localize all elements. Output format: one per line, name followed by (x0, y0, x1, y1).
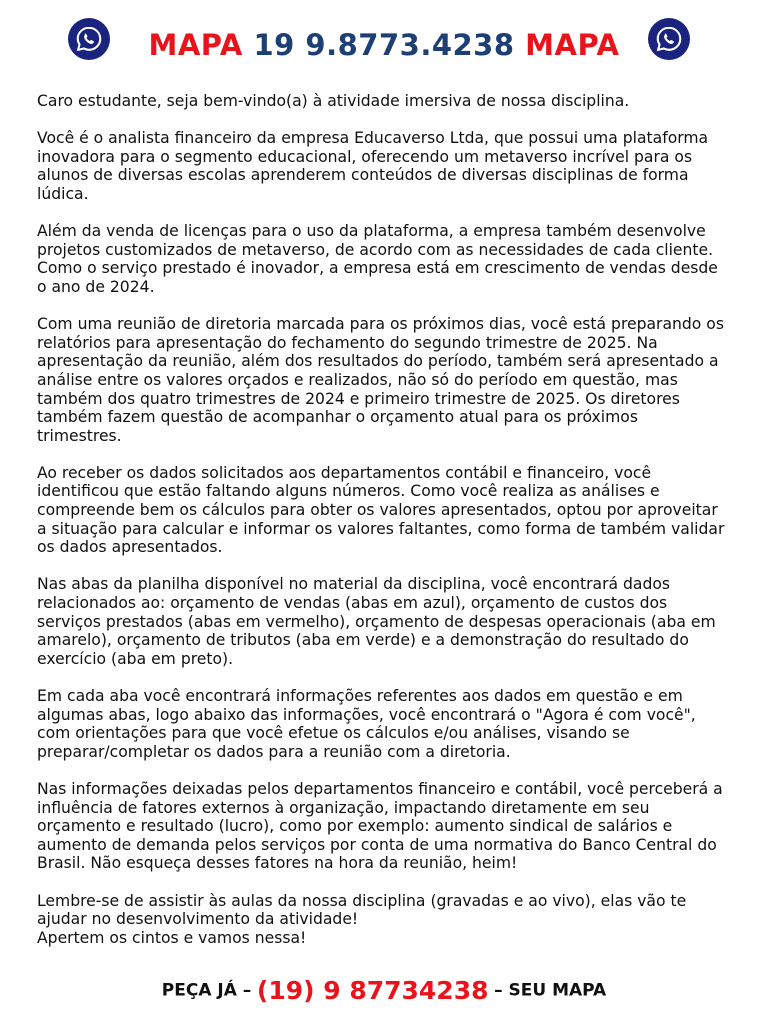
page-header (0, 14, 768, 74)
page-title (149, 28, 620, 62)
paragraph-company: Você é o analista financeiro da empresa Educaverso Ltda, que possui uma plataforma inovadora para o segmento educacional, oferecendo um metaverso incrível para os alunos de diversas escolas aprenderem conteúdos de diversas disciplinas de forma lúdica. (37, 129, 709, 203)
whatsapp-icon (648, 18, 690, 60)
whatsapp-icon (68, 18, 110, 60)
footer-suffix: – SEU MAPA (494, 980, 607, 1001)
paragraph-missing-data: Ao receber os dados solicitados aos departamentos contábil e financeiro, você identificou que estão faltando alguns números. Como você realiza as análises e compreende bem os cálculos para obter os valores apresentados, optou por aproveitar a situação para calcular e informar os valores faltantes, como forma de também validar os dados apresentados. (37, 463, 725, 557)
paragraph-licenses: Além da venda de licenças para o uso da plataforma, a empresa também desenvolve projetos customizados de metaverso, de acordo com as necessidades de cada cliente. Como o serviço prestado é inovador, a empresa está em crescimento de vendas desde o ano de 2024. (37, 222, 718, 296)
footer-prefix: PEÇA JÁ – (161, 980, 252, 1001)
title-left-word: MAPA (148, 28, 243, 62)
paragraph-closing: Apertem os cintos e vamos nessa! (37, 928, 307, 947)
paragraph-greeting: Caro estudante, seja bem-vindo(a) à atividade imersiva de nossa disciplina. (37, 92, 630, 110)
page-footer (0, 976, 768, 1005)
title-right-word: MAPA (525, 28, 620, 62)
paragraph-meeting: Com uma reunião de diretoria marcada para os próximos dias, você está preparando os relatórios para apresentação do fechamento do segundo trimestre de 2025. Na apresentação da reunião, além dos resultados do período, também será apresentado a análise entre os valores orçados e realizados, não só do período em questão, mas também dos quatro trimestres de 2024 e primeiro trimestre de 2025. Os diretores também fazem questão de acompanhar o orçamento atual para os próximos trimestres. (37, 315, 724, 445)
paragraph-agora-com-voce: Em cada aba você encontrará informações referentes aos dados em questão e em algumas abas, logo abaixo das informações, você encontrará o "Agora é com você", com orientações para que você efetue os cálculos e/ou análises, visando se preparar/completar os dados para a reunião com a diretoria. (37, 687, 696, 761)
paragraph-classes: Lembre-se de assistir às aulas da nossa disciplina (gravadas e ao vivo), elas vão te ajudar no desenvolvimento da atividade! (37, 891, 687, 929)
document-body (37, 92, 727, 947)
title-phone: 19 9.8773.4238 (253, 28, 515, 62)
paragraph-external-factors: Nas informações deixadas pelos departamentos financeiro e contábil, você perceberá a influência de fatores externos à organização, impactando diretamente em seu orçamento e resultado (lucro), como por exemplo: aumento sindical de salários e aumento de demanda pelos serviços por conta de uma normativa do Banco Central do Brasil. Não esqueça desses fatores na hora da reunião, heim! (37, 779, 723, 873)
paragraph-spreadsheet-tabs: Nas abas da planilha disponível no material da disciplina, você encontrará dados relacionados ao: orçamento de vendas (abas em azul), orçamento de custos dos serviços prestados (abas em vermelho), orçamento de despesas operacionais (aba em amarelo), orçamento de tributos (aba em verde) e a demonstração do resultado do exercício (aba em preto). (37, 575, 716, 668)
footer-phone: (19) 9 87734238 (256, 976, 489, 1005)
